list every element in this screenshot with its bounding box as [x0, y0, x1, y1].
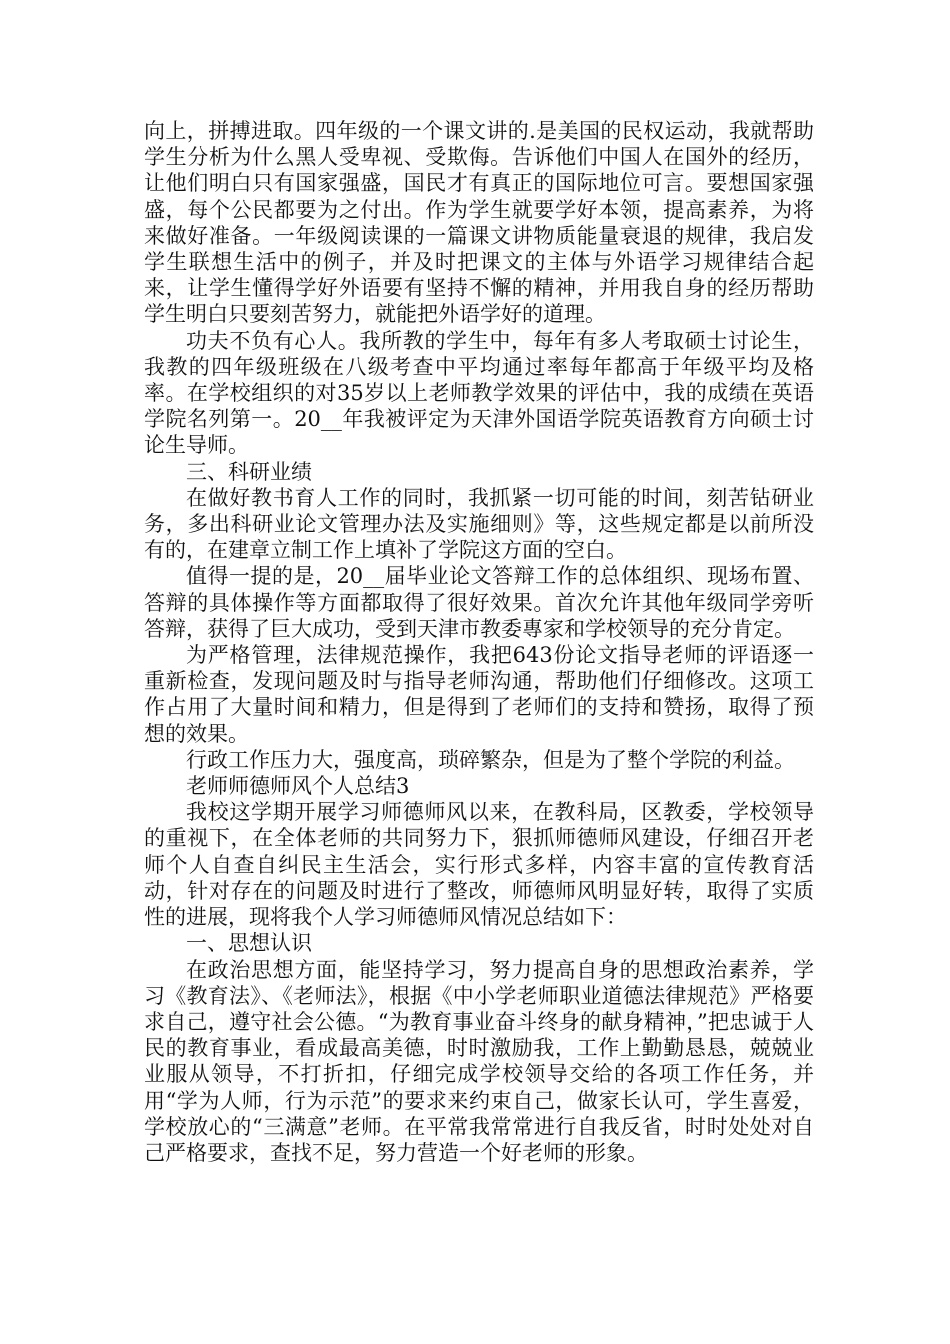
paragraph-3: 在做好教书育人工作的同时，我抓紧一切可能的时间，刻苦钻研业务，多出科研业论文管理办法及实施细则》等，这些规定都是以前所没有的，在建章立制工作上填补了学院这方面的空白。: [144, 485, 814, 563]
section-heading-research: 三、科研业绩: [186, 459, 312, 484]
paragraph-8: 在政治思想方面，能坚持学习，努力提高自身的思想政治素养，学习《教育法》、《老师法》，根据《中小学老师职业道德法律规范》严格要求自己，遵守社会公德。“为教育事业奋斗终身的献身精神，”把忠诚于人民的教育事业，看成最高美德，时时激励我，工作上勤勤恳恳，兢兢业业服从领导，不打折扣，仔细完成学校领导交给的各项工作任务，并用“学为人师，行为示范”的要求来约束自己，做家长认可，学生喜爱，学校放心的“三满意”老师。在平常我常常进行自我反省，时时处处对自己严格要求，查找不足，努力营造一个好老师的形象。: [144, 957, 814, 1165]
paragraph-7: 我校这学期开展学习师德师风以来，在教科局，区教委，学校领导的重视下，在全体老师的共同努力下，狠抓师德师风建设，仔细召开老师个人自查自纠民主生活会，实行形式多样，内容丰富的宣传教育活动，针对存在的问题及时进行了整改，师德师风明显好转，取得了实质性的进展，现将我个人学习师德师风情况总结如下：: [144, 800, 814, 930]
paragraph-4: 值得一提的是，20__届毕业论文答辩工作的总体组织、现场布置、答辩的具体操作等方面都取得了很好效果。首次允许其他年级同学旁听答辩，获得了巨大成功，受到天津市教委專家和学校领导的充分肯定。: [144, 564, 814, 641]
paragraph-2: 功夫不负有心人。我所教的学生中，每年有多人考取硕士讨论生，我教的四年级班级在八级考查中平均通过率每年都高于年级平均及格率。在学校组织的对35岁以上老师教学效果的评估中，我的成绩在英语学院名列第一。20__年我被评定为天津外国语学院英语教育方向硕士讨论生导师。: [144, 328, 814, 458]
section-heading-thought: 一、思想认识: [186, 931, 312, 956]
paragraph-5: 为严格管理，法律规范操作，我把643份论文指导老师的评语逐一重新检查，发现问题及时与指导老师沟通，帮助他们仔细修改。这项工作占用了大量时间和精力，但是得到了老师们的支持和赞扬，取得了预想的效果。: [144, 643, 814, 746]
paragraph-1: 向上，拼搏进取。四年级的一个课文讲的.是美国的民权运动，我就帮助学生分析为什么黑人受卑视、受欺侮。告诉他们中国人在国外的经历，让他们明白只有国家强盛，国民才有真正的国际地位可言。要想国家强盛，每个公民都要为之付出。作为学生就要学好本领，提高素养，为将来做好准备。一年级阅读课的一篇课文讲物质能量衰退的规律，我启发学生联想生活中的例子，并及时把课文的主体与外语学习规律结合起来，让学生懂得学好外语要有坚持不懈的精神，并用我自身的经历帮助学生明白只要刻苦努力，就能把外语学好的道理。: [144, 119, 814, 327]
article-title: 老师师德师风个人总结3: [186, 774, 410, 799]
document-body: [144, 118, 814, 1166]
paragraph-6: 行政工作压力大，强度高，琐碎繁杂，但是为了整个学院的利益。: [186, 747, 795, 772]
